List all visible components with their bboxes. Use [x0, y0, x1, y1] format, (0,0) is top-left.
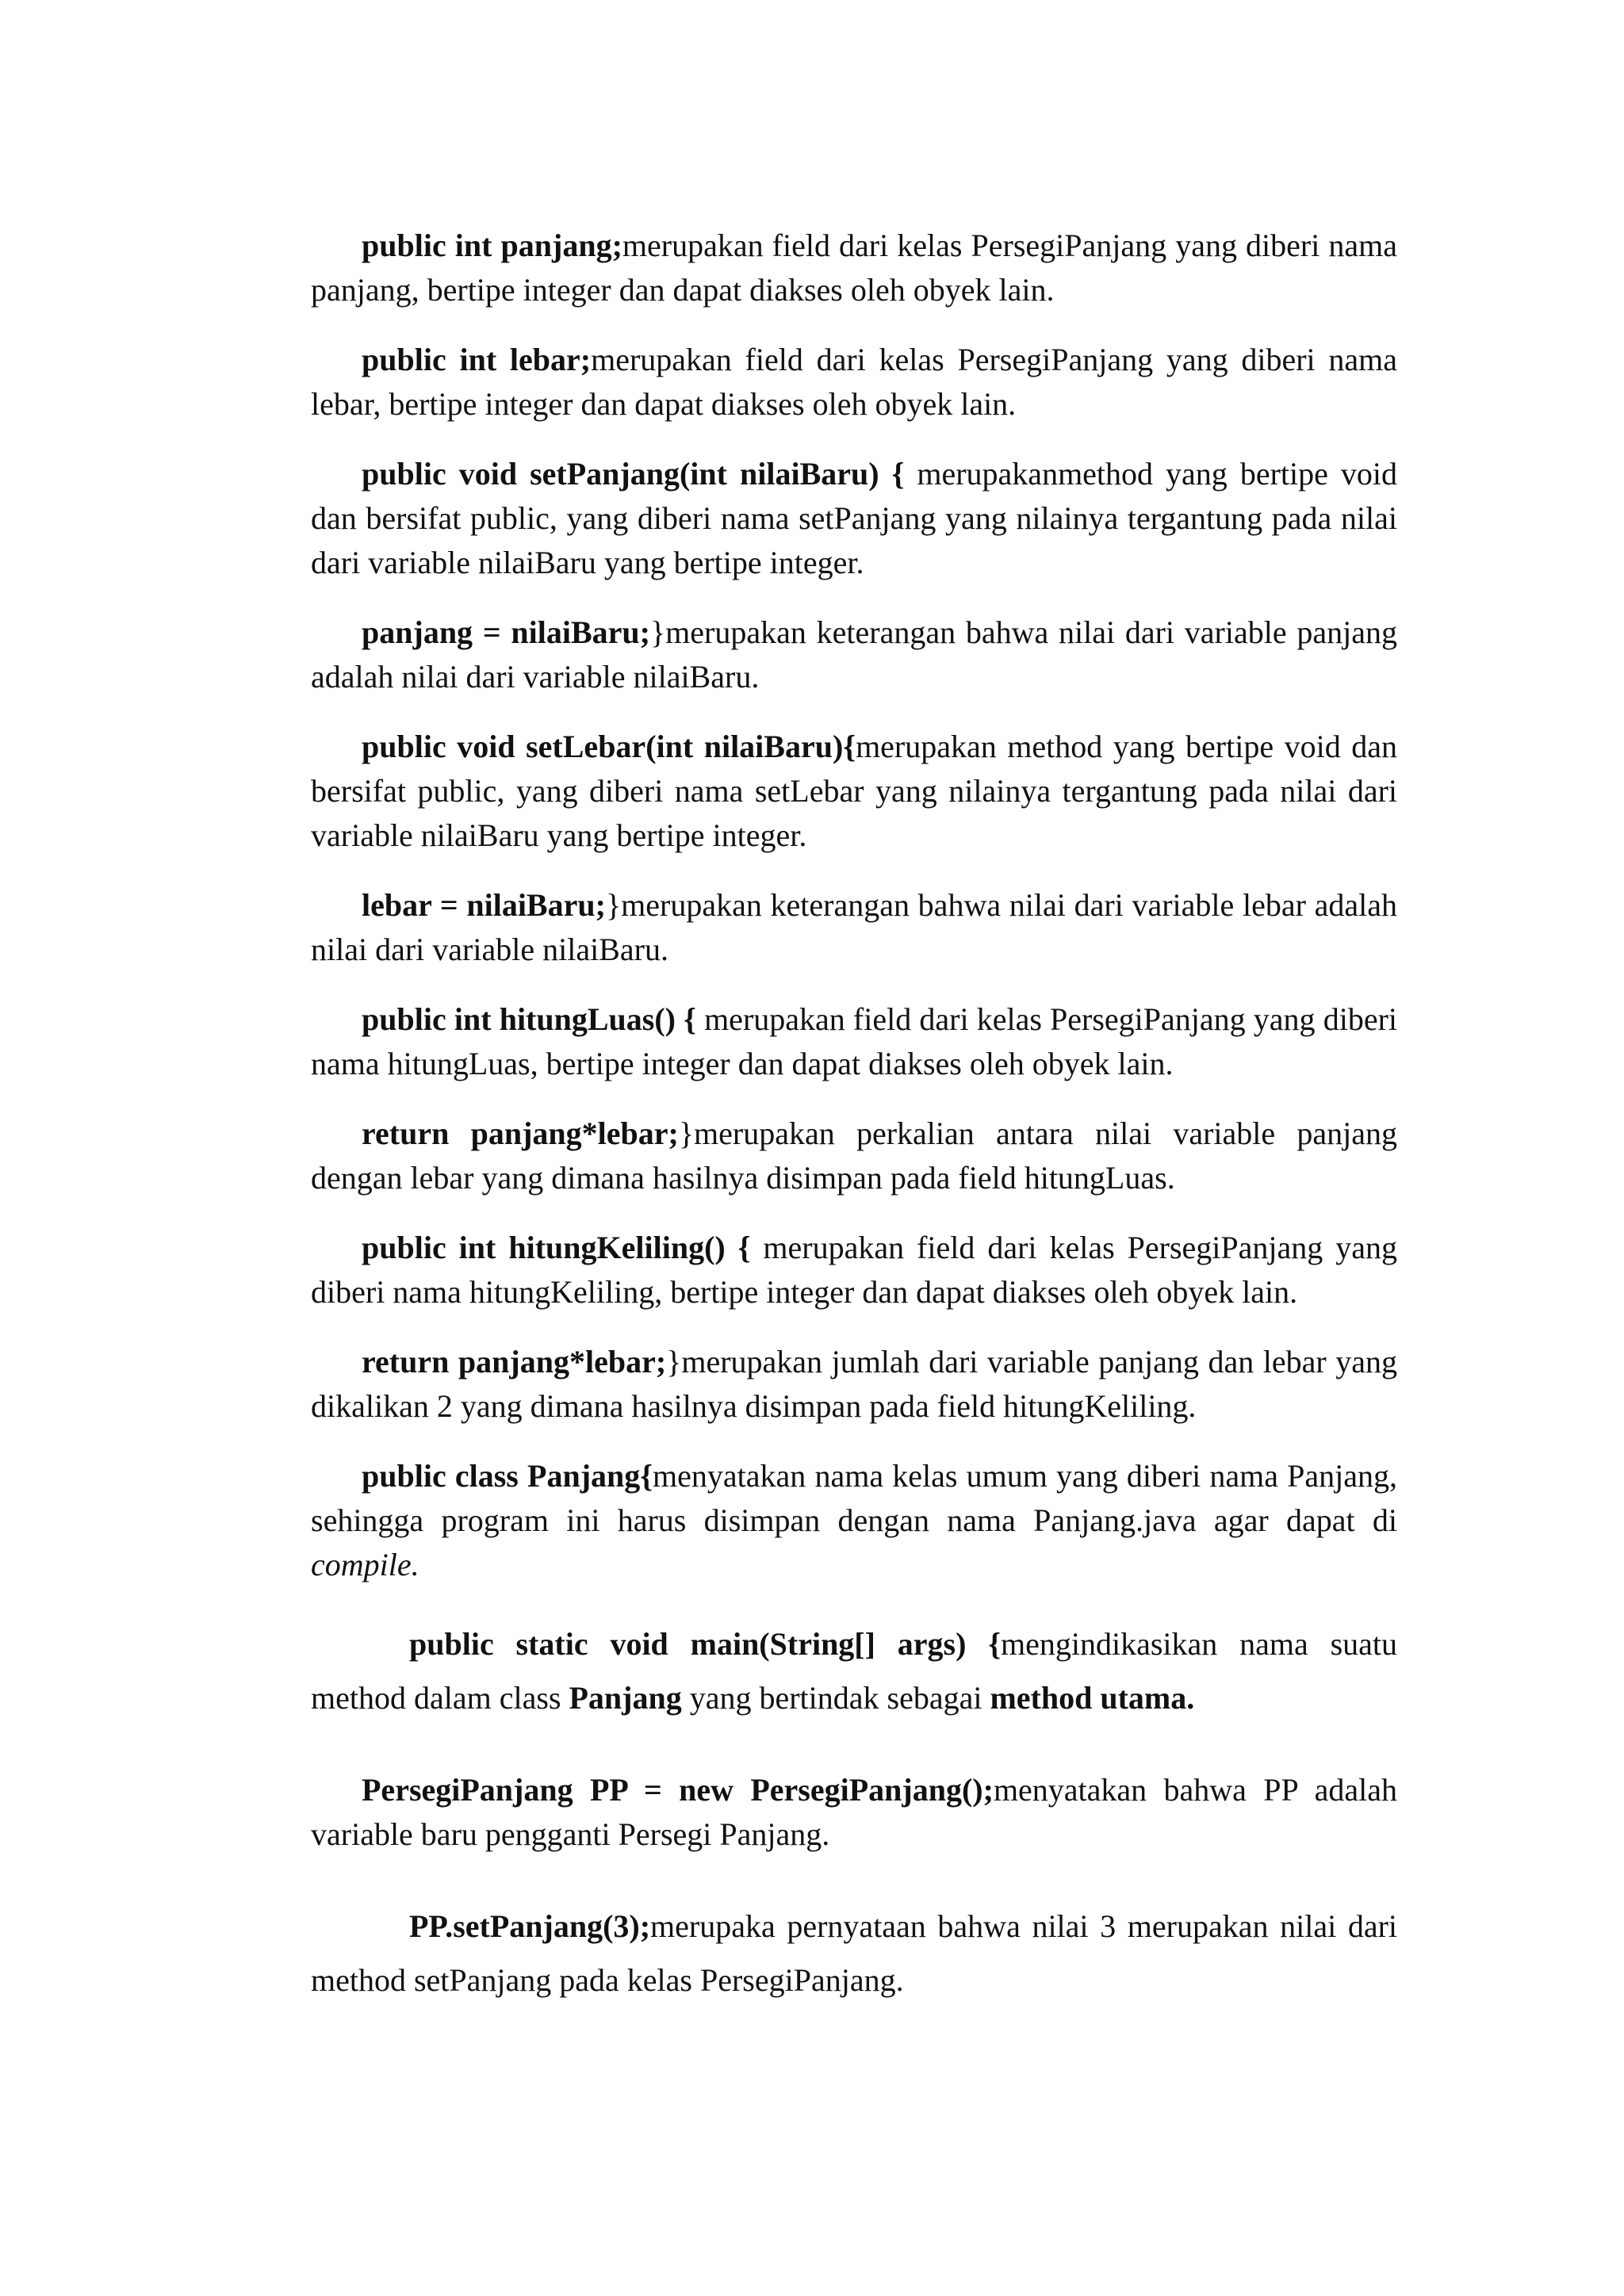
document-body [311, 224, 1397, 2033]
code-term: public class Panjang{ [362, 1458, 653, 1494]
code-term: public int hitungLuas() { [362, 1001, 696, 1037]
class-name-term: Panjang [569, 1680, 682, 1716]
paragraph-call-setpanjang [311, 1900, 1397, 2007]
code-term: panjang = nilaiBaru; [362, 614, 650, 650]
code-term: PersegiPanjang PP = new PersegiPanjang(); [362, 1772, 994, 1808]
paragraph-text: }merupakan jumlah dari variable panjang dan lebar yang dikalikan 2 yang dimana hasilnya disimpan pada field hitungKeliling. [311, 1344, 1397, 1424]
paragraph-text: merupakan field dari kelas PersegiPanjang yang diberi nama lebar, bertipe integer dan dapat diakses oleh obyek lain. [311, 342, 1397, 422]
paragraph-method-setpanjang [311, 452, 1397, 585]
paragraph-text: merupaka pernyataan bahwa nilai 3 merupakan nilai dari method setPanjang pada kelas PersegiPanjang. [311, 1908, 1397, 1998]
code-term: PP.setPanjang(3); [409, 1908, 651, 1944]
paragraph-text-continued: yang bertindak sebagai [681, 1680, 990, 1716]
paragraph-new-object [311, 1768, 1397, 1857]
code-term: public int panjang; [362, 228, 622, 263]
paragraph-main-method [311, 1617, 1397, 1725]
paragraph-text: merupakan method yang bertipe void dan bersifat public, yang diberi nama setLebar yang nilainya tergantung pada nilai dari variable nilaiBaru yang bertipe integer. [311, 729, 1398, 853]
paragraph-text: mengindikasikan nama suatu method dalam class [311, 1626, 1398, 1716]
paragraph-class-panjang [311, 1454, 1397, 1587]
paragraph-assign-panjang [311, 610, 1397, 699]
paragraph-return-luas [311, 1112, 1397, 1200]
paragraph-text: merupakan field dari kelas PersegiPanjang yang diberi nama hitungLuas, bertipe integer dan dapat diakses oleh obyek lain. [311, 1001, 1398, 1081]
code-term: public void setPanjang(int nilaiBaru) { [362, 456, 905, 492]
paragraph-method-hitungkeliling [311, 1226, 1397, 1314]
paragraph-field-panjang [311, 224, 1397, 312]
paragraph-method-setlebar [311, 725, 1397, 858]
paragraph-text: menyatakan bahwa PP adalah variable baru pengganti Persegi Panjang. [311, 1772, 1397, 1852]
method-utama-term: method utama. [990, 1680, 1195, 1716]
code-term: public static void main(String[] args) { [409, 1626, 1002, 1662]
paragraph-text: }merupakan keterangan bahwa nilai dari variable lebar adalah nilai dari variable nilaiBaru. [311, 887, 1397, 967]
code-term: return panjang*lebar; [362, 1115, 679, 1151]
paragraph-assign-lebar [311, 883, 1397, 972]
code-term: public int lebar; [362, 342, 592, 377]
paragraph-text: merupakan field dari kelas PersegiPanjang yang diberi nama panjang, bertipe integer dan dapat diakses oleh obyek lain. [311, 228, 1397, 308]
code-term: public void setLebar(int nilaiBaru){ [362, 729, 856, 764]
paragraph-field-lebar [311, 338, 1397, 427]
italic-term: compile. [311, 1547, 419, 1582]
code-term: return panjang*lebar; [362, 1344, 667, 1380]
paragraph-return-keliling [311, 1340, 1397, 1429]
code-term: public int hitungKeliling() { [362, 1230, 751, 1265]
paragraph-text: merupakanmethod yang bertipe void dan bersifat public, yang diberi nama setPanjang yang nilainya tergantung pada nilai dari variable nilaiBaru yang bertipe integer. [311, 456, 1397, 580]
paragraph-text: }merupakan perkalian antara nilai variable panjang dengan lebar yang dimana hasilnya disimpan pada field hitungLuas. [311, 1115, 1397, 1196]
paragraph-text: menyatakan nama kelas umum yang diberi nama Panjang, sehingga program ini harus disimpan dengan nama Panjang.java agar dapat di [311, 1458, 1397, 1538]
code-term: lebar = nilaiBaru; [362, 887, 606, 923]
paragraph-method-hitungluas [311, 997, 1397, 1086]
paragraph-text: }merupakan keterangan bahwa nilai dari variable panjang adalah nilai dari variable nilaiBaru. [311, 614, 1397, 695]
paragraph-text: merupakan field dari kelas PersegiPanjang yang diberi nama hitungKeliling, bertipe integer dan dapat diakses oleh obyek lain. [311, 1230, 1398, 1310]
